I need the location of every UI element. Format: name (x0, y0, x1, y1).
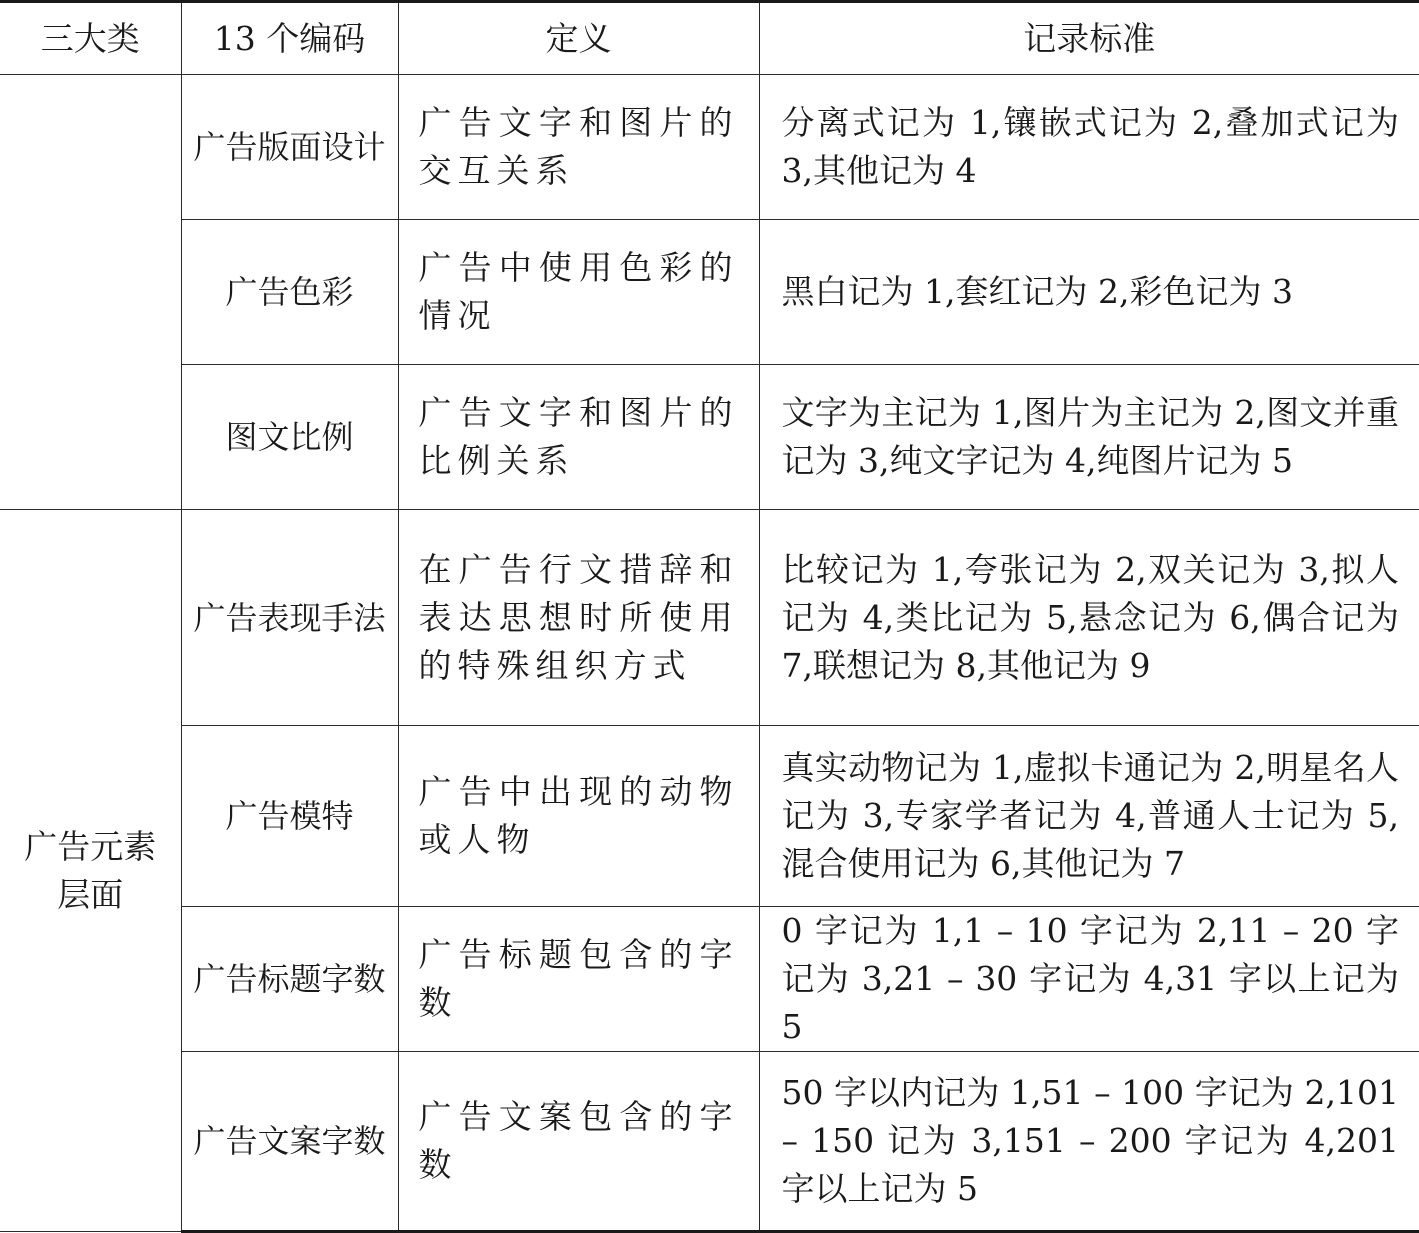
table-row (0, 510, 1419, 726)
table-row (0, 365, 1419, 510)
code-cell: 图文比例 (181, 365, 398, 510)
header-category: 三大类 (0, 2, 181, 75)
definition-cell: 广告文案包含的字数 (398, 1052, 759, 1232)
table-row (0, 75, 1419, 220)
table-row (0, 907, 1419, 1052)
standard-cell: 黑白记为 1,套红记为 2,彩色记为 3 (759, 220, 1419, 365)
standard-cell: 分离式记为 1,镶嵌式记为 2,叠加式记为 3,其他记为 4 (759, 75, 1419, 220)
definition-cell: 广告文字和图片的比例关系 (398, 365, 759, 510)
standard-cell: 文字为主记为 1,图片为主记为 2,图文并重记为 3,纯文字记为 4,纯图片记为 5 (759, 365, 1419, 510)
standard-cell: 50 字以内记为 1,51 – 100 字记为 2,101 – 150 记为 3,151 – 200 字记为 4,201 字以上记为 5 (759, 1052, 1419, 1232)
category-cell (0, 75, 181, 510)
standard-cell: 0 字记为 1,1 – 10 字记为 2,11 – 20 字记为 3,21 – 30 字记为 4,31 字以上记为 5 (759, 907, 1419, 1052)
standard-cell: 真实动物记为 1,虚拟卡通记为 2,明星名人记为 3,专家学者记为 4,普通人士记为 5,混合使用记为 6,其他记为 7 (759, 726, 1419, 907)
definition-cell: 广告中出现的动物或人物 (398, 726, 759, 907)
code-cell: 广告色彩 (181, 220, 398, 365)
code-cell: 广告文案字数 (181, 1052, 398, 1232)
code-cell: 广告模特 (181, 726, 398, 907)
standard-cell: 比较记为 1,夸张记为 2,双关记为 3,拟人记为 4,类比记为 5,悬念记为 6,偶合记为 7,联想记为 8,其他记为 9 (759, 510, 1419, 726)
table-row (0, 726, 1419, 907)
definition-cell: 广告标题包含的字数 (398, 907, 759, 1052)
definition-cell: 广告中使用色彩的情况 (398, 220, 759, 365)
definition-cell: 在广告行文措辞和表达思想时所使用的特殊组织方式 (398, 510, 759, 726)
header-code: 13 个编码 (181, 2, 398, 75)
category-cell: 广告元素层面 (0, 510, 181, 1232)
code-cell: 广告表现手法 (181, 510, 398, 726)
header-standard: 记录标准 (759, 2, 1419, 75)
code-cell: 广告版面设计 (181, 75, 398, 220)
definition-cell: 广告文字和图片的交互关系 (398, 75, 759, 220)
table-row (0, 220, 1419, 365)
header-row (0, 2, 1419, 75)
code-cell: 广告标题字数 (181, 907, 398, 1052)
table-row (0, 1052, 1419, 1232)
header-definition: 定义 (398, 2, 759, 75)
